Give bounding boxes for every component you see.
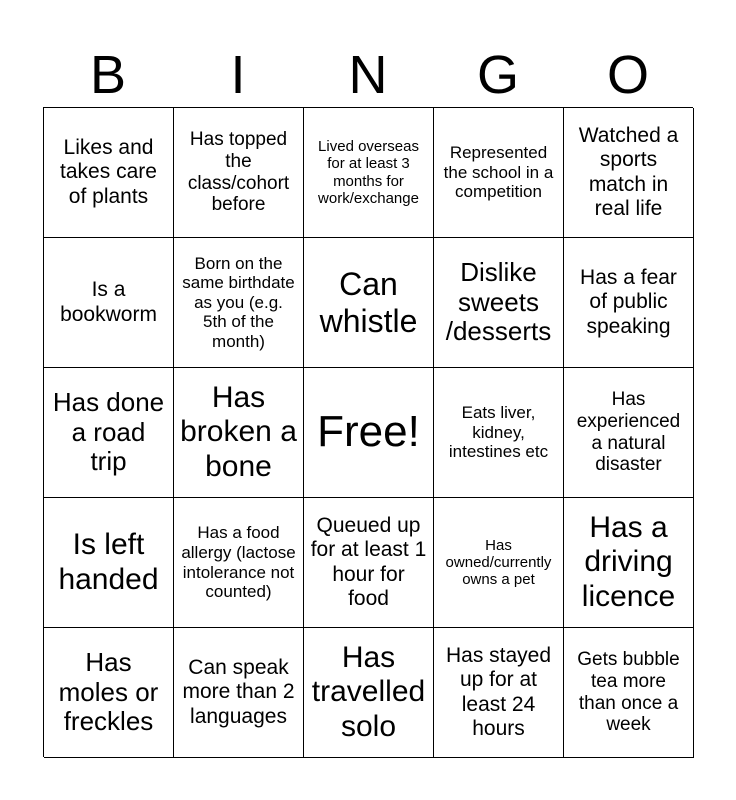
bingo-cell[interactable]: Watched a sports match in real life: [564, 108, 694, 238]
bingo-cell[interactable]: Has travelled solo: [304, 628, 434, 758]
bingo-cell[interactable]: Born on the same birthdate as you (e.g. 5th of the month): [174, 238, 304, 368]
bingo-cell[interactable]: Is left handed: [44, 498, 174, 628]
header-letter-i: I: [230, 45, 246, 105]
bingo-cell[interactable]: Has topped the class/cohort before: [174, 108, 304, 238]
bingo-cell[interactable]: Dislike sweets /desserts: [434, 238, 564, 368]
bingo-cell[interactable]: Queued up for at least 1 hour for food: [304, 498, 434, 628]
bingo-cell[interactable]: Has owned/currently owns a pet: [434, 498, 564, 628]
header-letter-o: O: [606, 45, 649, 105]
bingo-cell[interactable]: Has a driving licence: [564, 498, 694, 628]
bingo-cell[interactable]: Has a fear of public speaking: [564, 238, 694, 368]
bingo-cell[interactable]: Likes and takes care of plants: [44, 108, 174, 238]
header-letter-g: G: [476, 45, 519, 105]
bingo-cell[interactable]: Has stayed up for at least 24 hours: [434, 628, 564, 758]
bingo-cell[interactable]: Has broken a bone: [174, 368, 304, 498]
bingo-cell[interactable]: Has a food allergy (lactose intolerance not counted): [174, 498, 304, 628]
header-letter-n: N: [348, 45, 388, 105]
bingo-cell[interactable]: Gets bubble tea more than once a week: [564, 628, 694, 758]
header-letter-b: B: [89, 45, 127, 105]
bingo-cell[interactable]: Can whistle: [304, 238, 434, 368]
bingo-cell[interactable]: Has experienced a natural disaster: [564, 368, 694, 498]
bingo-cell[interactable]: Eats liver, kidney, intestines etc: [434, 368, 564, 498]
bingo-cell[interactable]: Is a bookworm: [44, 238, 174, 368]
bingo-cell-free[interactable]: Free!: [304, 368, 434, 498]
bingo-cell[interactable]: Has done a road trip: [44, 368, 174, 498]
bingo-cell[interactable]: Represented the school in a competition: [434, 108, 564, 238]
bingo-grid: [43, 107, 693, 757]
bingo-cell[interactable]: Has moles or freckles: [44, 628, 174, 758]
bingo-cell[interactable]: Lived overseas for at least 3 months for work/exchange: [304, 108, 434, 238]
bingo-header: [43, 40, 693, 110]
bingo-cell[interactable]: Can speak more than 2 languages: [174, 628, 304, 758]
